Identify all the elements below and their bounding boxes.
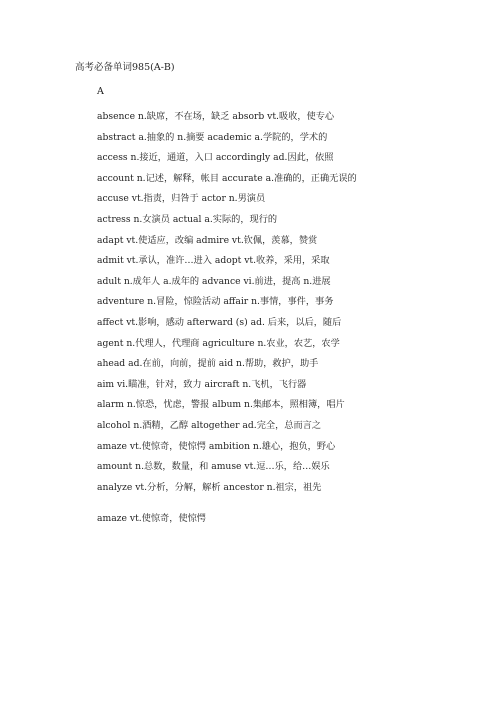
vocabulary-line: agent n.代理人，代理商 agriculture n.农业，农艺，农学 (97, 337, 340, 349)
vocabulary-line: amaze vt.使惊奇，使惊愕 ambition n.雄心，抱负，野心 (97, 440, 336, 452)
vocabulary-line: amount n.总数，数量，和 amuse vt.逗…乐，给…娱乐 (97, 461, 330, 473)
vocabulary-line: alarm n.惊恐，忧虑，警报 album n.集邮本，照相簿，唱片 (97, 399, 345, 411)
vocabulary-line: access n.接近，通道，入口 accordingly ad.因此，依照 (97, 152, 334, 164)
vocabulary-line: adult n.成年人 a.成年的 advance vi.前进，提高 n.进展 (97, 275, 331, 287)
vocabulary-line: admit vt.承认，准许…进入 adopt vt.收养，采用，采取 (97, 255, 330, 267)
vocabulary-line: analyze vt.分析，分解，解析 ancestor n.祖宗，祖先 (97, 481, 322, 493)
vocabulary-line: absence n.缺席，不在场，缺乏 absorb vt.吸收，使专心 (97, 111, 335, 122)
vocabulary-line: aim vi.瞄准，针对，致力 aircraft n.飞机，飞行器 (97, 378, 307, 390)
vocabulary-list (97, 111, 487, 534)
page-title: 高考必备单词985(A-B) (75, 62, 175, 73)
vocabulary-line: abstract a.抽象的 n.摘要 academic a.学院的，学术的 (97, 131, 328, 143)
vocabulary-line: account n.记述，解释，帐目 accurate a.准确的，正确无误的 (97, 172, 357, 184)
vocabulary-line: amaze vt.使惊奇，使惊愕 (97, 513, 206, 525)
vocabulary-line: ahead ad.在前，向前，提前 aid n.帮助，救护，助手 (97, 358, 319, 370)
vocabulary-line: accuse vt.指责，归咎于 actor n.男演员 (97, 193, 266, 205)
vocabulary-line: actress n.女演员 actual a.实际的，现行的 (97, 213, 278, 225)
vocabulary-line: affect vt.影响，感动 afterward (s) ad. 后来，以后，随后 (97, 316, 342, 328)
vocabulary-line: adapt vt.使适应，改编 admire vt.钦佩，羡慕，赞赏 (97, 234, 318, 246)
vocabulary-line: alcohol n.酒精，乙醇 altogether ad.完全，总而言之 (97, 419, 322, 431)
section-heading: A (97, 86, 104, 97)
vocabulary-line: adventure n.冒险，惊险活动 affair n.事情，事件，事务 (97, 296, 334, 308)
